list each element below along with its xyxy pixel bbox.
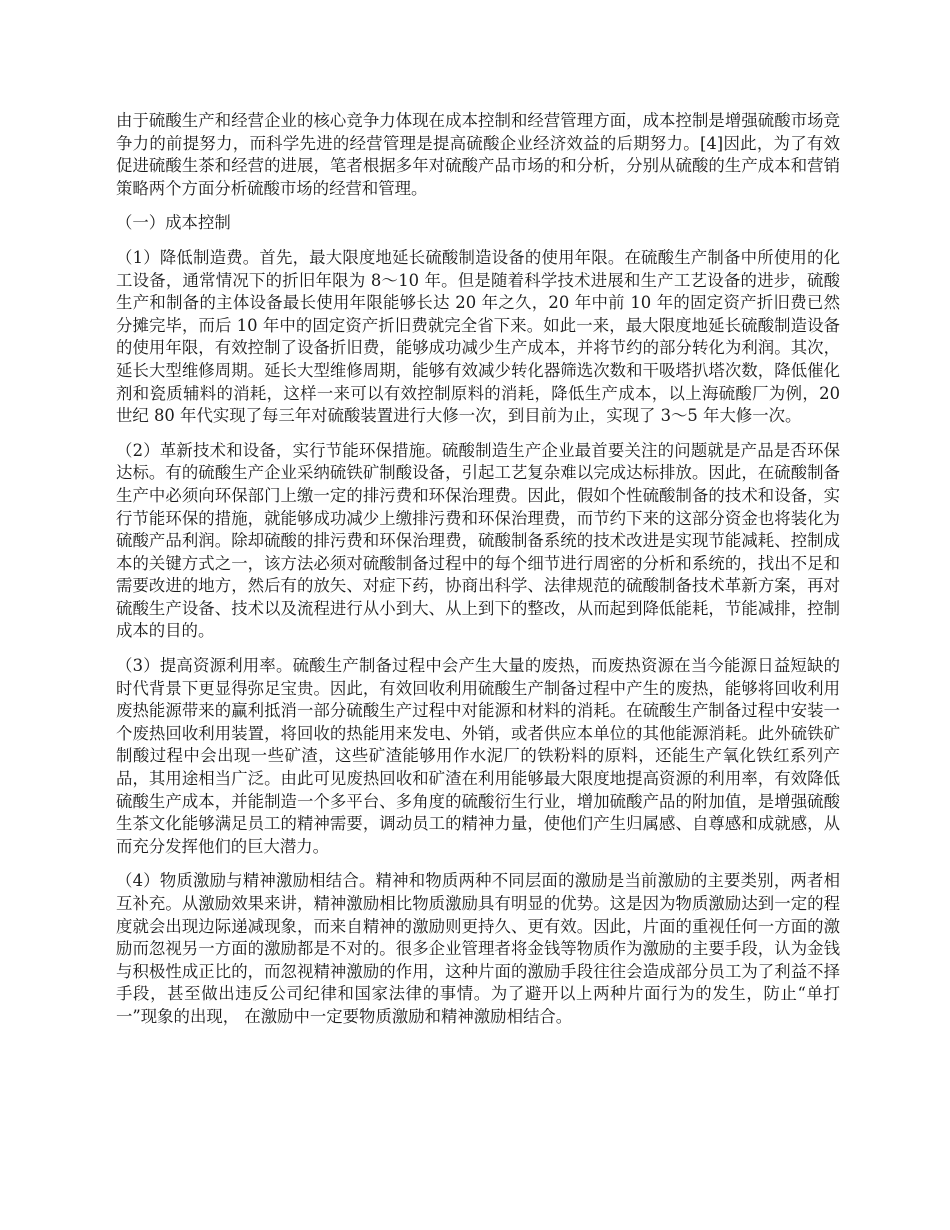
paragraph-incentive-combination: （4）物质激励与精神激励相结合。精神和物质两种不同层面的激励是当前激励的主要类别，两者相互补充。从激励效果来讲，精神激励相比物质激励具有明显的优势。这是因为物质激励达到一定的程度就会出现边际递减现象，而来自精神的激励则更持久、更有效。因此，片面的重视任何一方面的激励而忽视另一方面的激励都是不对的。很多企业管理者将金钱等物质作为激励的主要手段，认为金钱与积极性成正比的，而忽视精神激励的作用，这种片面的激励手段往往会造成部分员工为了利益不择手段，甚至做出违反公司纪律和国家法律的事情。为了避开以上两种片面行为的发生，防止“单打一”现象的出现， 在激励中一定要物质激励和精神激励相结合。 bbox=[116, 871, 840, 1026]
section-heading-cost-control: （一）成本控制 bbox=[116, 213, 231, 233]
paragraph-reduce-manufacturing-cost: （1）降低制造费。首先，最大限度地延长硫酸制造设备的使用年限。在硫酸生产制备中所使用的化工设备，通常情况下的折旧年限为 8～10 年。但是随着科学技术进展和生产工艺设备的进步，硫酸生产和制备的主体设备最长使用年限能够长达 20 年之久，20 年中前 10 年的固定资产折旧费已然分摊完毕，而后 10 年中的固定资产折旧费就完全省下来。如此一来，最大限度地延长硫酸制造设备的使用年限，有效控制了设备折旧费，能够成功减少生产成本，并将节约的部分转化为利润。其次，延长大型维修周期。延长大型维修周期，能够有效减少转化器筛选次数和干吸塔扒塔次数，降低催化剂和瓷质辅料的消耗，这样一来可以有效控制原料的消耗，降低生产成本，以上海硫酸厂为例，20 世纪 80 年代实现了每三年对硫酸装置进行大修一次，到目前为止，实现了 3～5 年大修一次。 bbox=[116, 247, 840, 426]
paragraph-resource-utilization: （3）提高资源利用率。硫酸生产制备过程中会产生大量的废热，而废热资源在当今能源日益短缺的时代背景下更显得弥足宝贵。因此，有效回收利用硫酸生产制备过程中产生的废热，能够将回收利用废热能源带来的赢利抵消一部分硫酸生产过程中对能源和材料的消耗。在硫酸生产制备过程中安装一个废热回收利用装置，将回收的热能用来发电、外销，或者供应本单位的其他能源消耗。此外硫铁矿制酸过程中会出现一些矿渣，这些矿渣能够用作水泥厂的铁粉料的原料，还能生产氧化铁红系列产品，其用途相当广泛。由此可见废热回收和矿渣在利用能够最大限度地提高资源的利用率，有效降低硫酸生产成本，并能制造一个多平台、多角度的硫酸衍生行业，增加硫酸产品的附加值，是增强硫酸生茶文化能够满足员工的精神需要，调动员工的精神力量，使他们产生归属感、自尊感和成就感，从而充分发挥他们的巨大潜力。 bbox=[116, 656, 840, 856]
intro-paragraph: 由于硫酸生产和经营企业的核心竞争力体现在成本控制和经营管理方面，成本控制是增强硫酸市场竞争力的前提努力，而科学先进的经营管理是提高硫酸企业经济效益的后期努力。[4]因此，为了有效促进硫酸生茶和经营的进展，笔者根据多年对硫酸产品市场的和分析，分别从硫酸的生产成本和营销策略两个方面分析硫酸市场的经营和管理。 bbox=[116, 111, 840, 198]
document-body bbox=[116, 110, 840, 1041]
paragraph-technology-innovation: （2）革新技术和设备，实行节能环保措施。硫酸制造生产企业最首要关注的问题就是产品是否环保达标。有的硫酸生产企业采纳硫铁矿制酸设备，引起工艺复杂难以完成达标排放。因此，在硫酸制备生产中必须向环保部门上缴一定的排污费和环保治理费。因此，假如个性硫酸制备的技术和设备，实行节能环保的措施，就能够成功减少上缴排污费和环保治理费，而节约下来的这部分资金也将装化为硫酸产品利润。除却硫酸的排污费和环保治理费，硫酸制备系统的技术改进是实现节能减耗、控制成本的关键方式之一，该方法必须对硫酸制备过程中的每个细节进行周密的分析和系统的，找出不足和需要改进的地方，然后有的放矢、对症下药，协商出科学、法律规范的硫酸制备技术革新方案，再对硫酸生产设备、技术以及流程进行从小到大、从上到下的整改，从而起到降低能耗，节能减排，控制成本的目的。 bbox=[116, 440, 840, 641]
